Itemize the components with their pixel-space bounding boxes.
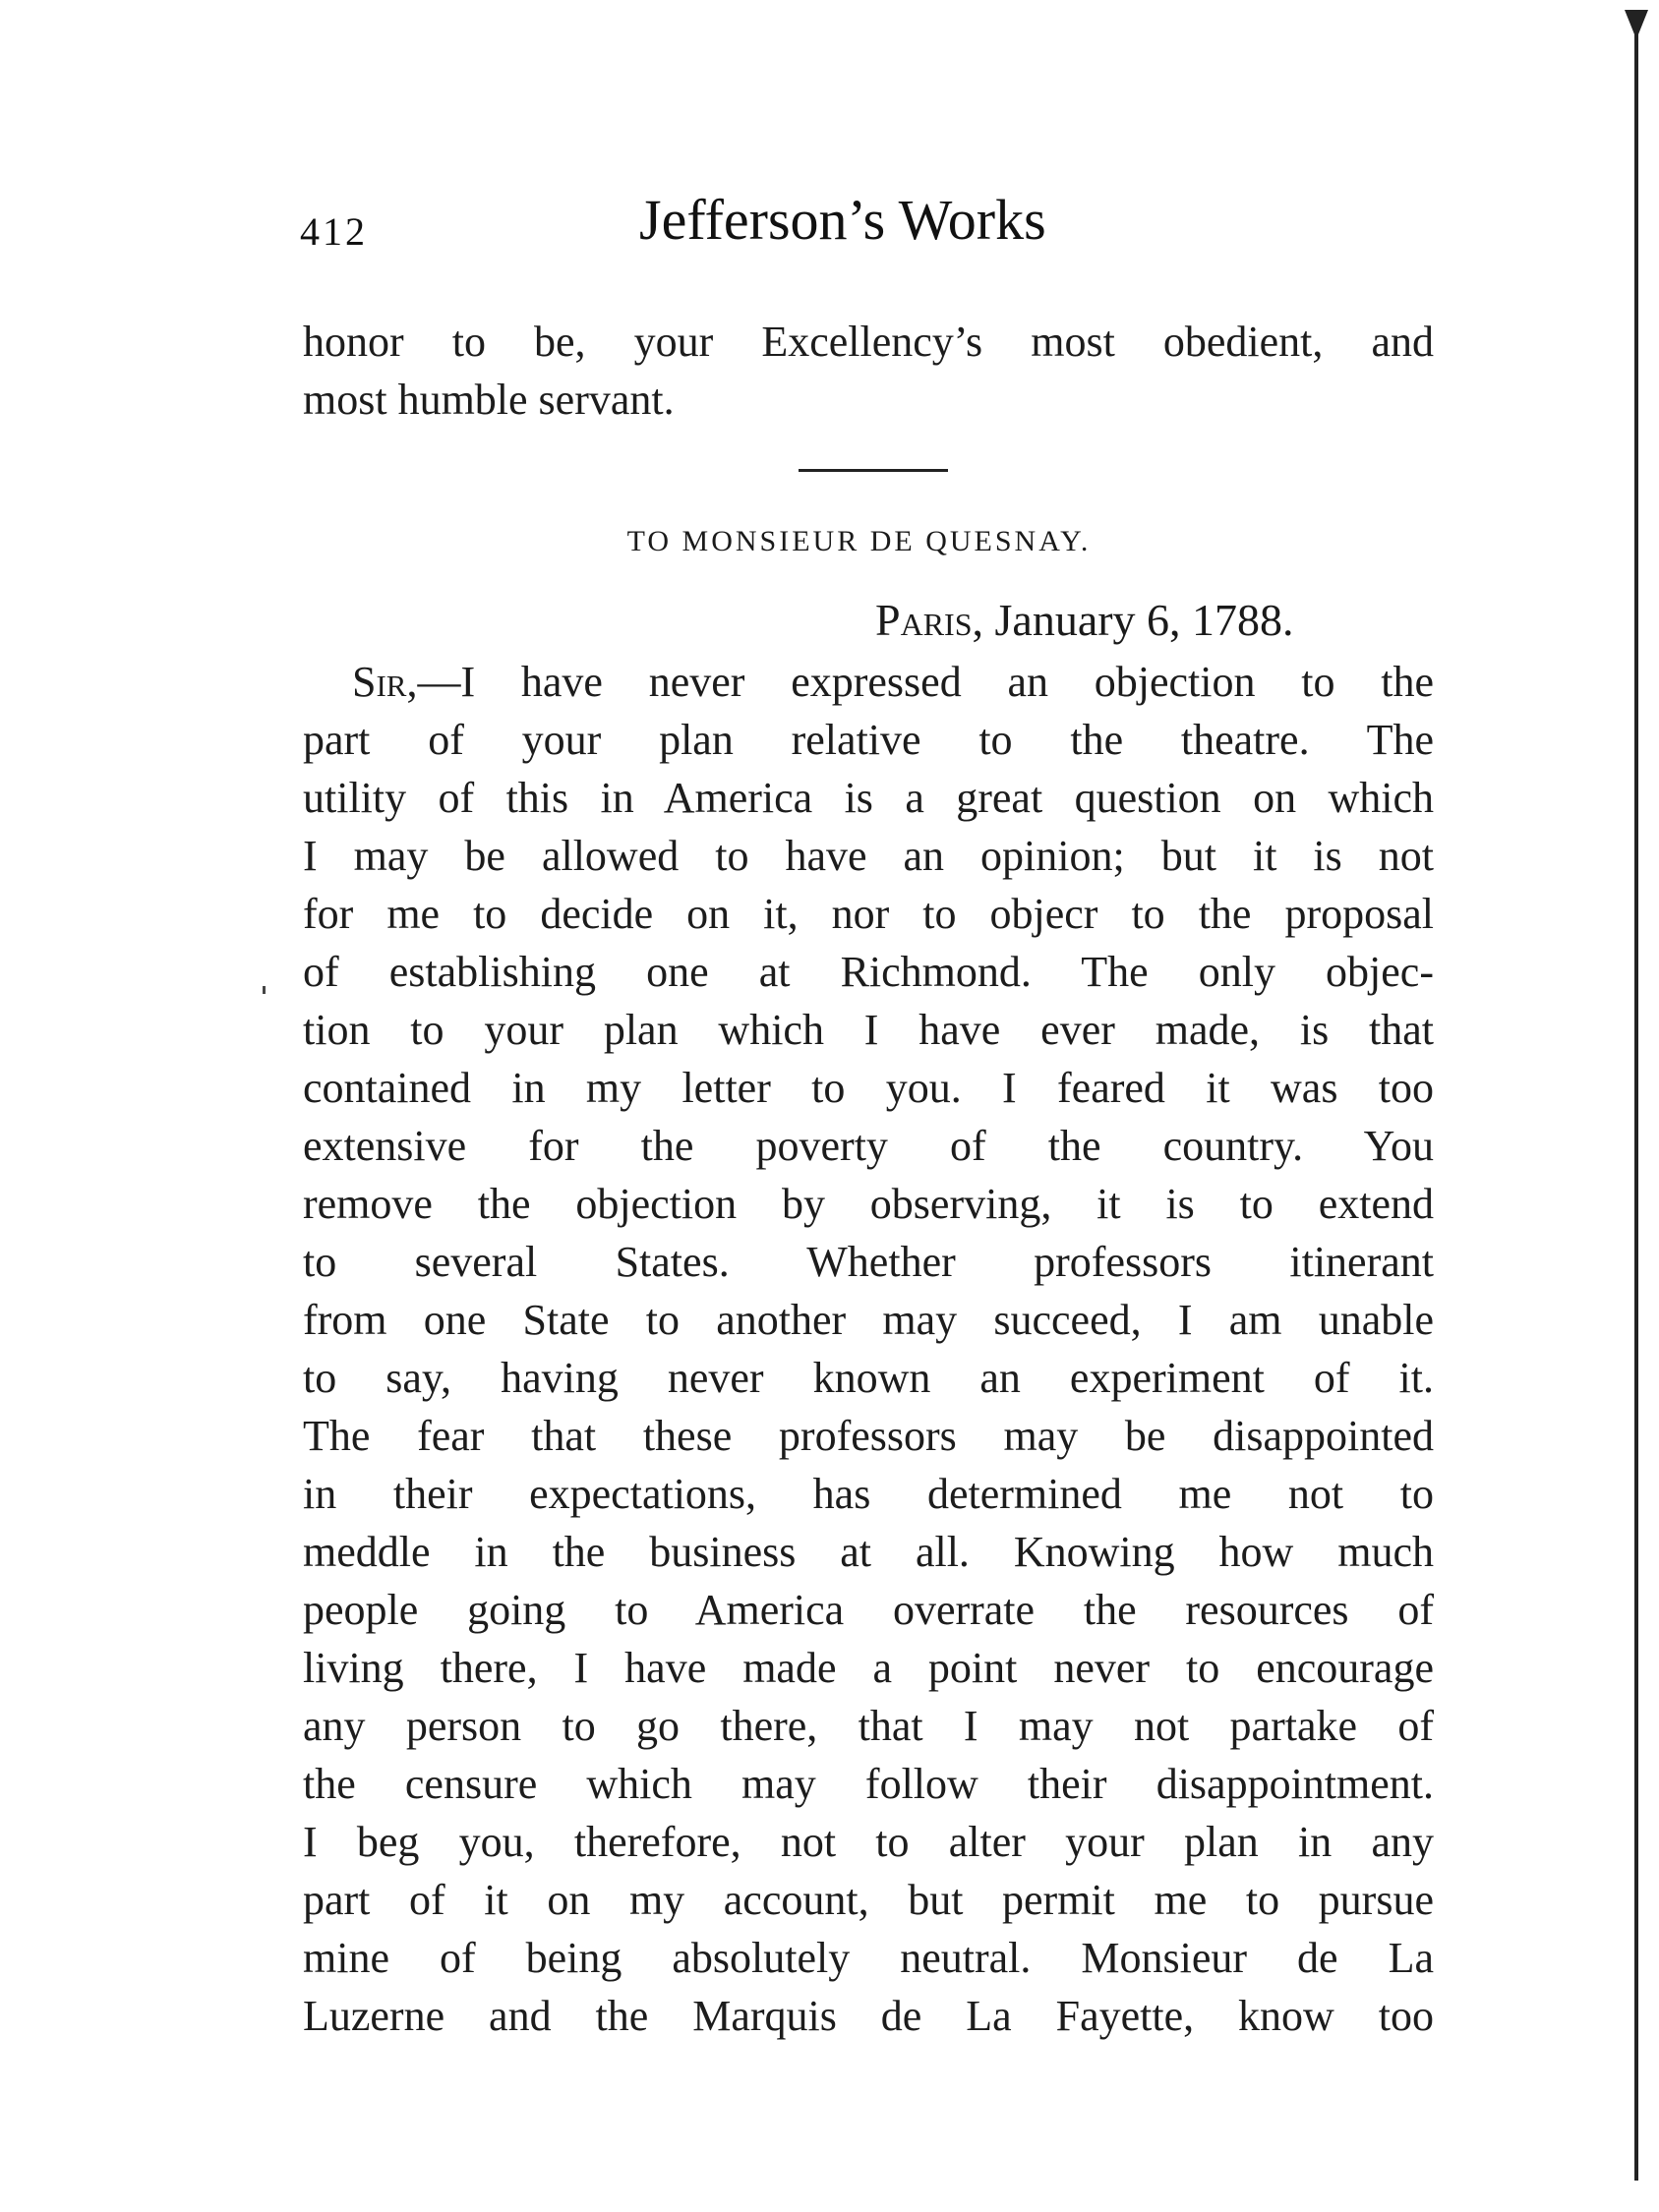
text-line-content: —I have never expressed an objection to the xyxy=(417,658,1434,706)
dateline-place: Paris, xyxy=(875,595,983,645)
text-line: extensive for the poverty of the country. You xyxy=(303,1122,1434,1170)
text-line: for me to decide on it, nor to objecr to the proposal xyxy=(303,890,1434,938)
binding-edge-line xyxy=(1634,28,1638,2181)
running-title: Jefferson’s Works xyxy=(639,188,1046,252)
text-line: Luzerne and the Marquis de La Fayette, know too xyxy=(303,1992,1434,2040)
text-line: any person to go there, that I may not partake of xyxy=(303,1702,1434,1750)
text-line: mine of being absolutely neutral. Monsieur de La xyxy=(303,1934,1434,1982)
text-line: the censure which may follow their disappointment. xyxy=(303,1760,1434,1808)
salutation: Sir, xyxy=(352,658,418,706)
text-line: of establishing one at Richmond. The only objec- xyxy=(303,948,1434,996)
text-line: most humble servant. xyxy=(303,376,675,424)
page-number: 412 xyxy=(300,209,368,254)
text-line xyxy=(303,653,1434,711)
text-line: part of your plan relative to the theatre. The xyxy=(303,716,1434,764)
letter-dateline xyxy=(875,594,1294,646)
margin-mark xyxy=(263,986,266,994)
text-line: tion to your plan which I have ever made, is that xyxy=(303,1006,1434,1054)
text-line: honor to be, your Excellency’s most obedient, and xyxy=(303,318,1434,366)
text-line: I may be allowed to have an opinion; but it is not xyxy=(303,832,1434,880)
text-line: The fear that these professors may be disappointed xyxy=(303,1412,1434,1460)
text-line: remove the objection by observing, it is to extend xyxy=(303,1180,1434,1228)
section-divider xyxy=(799,469,948,472)
text-line: to say, having never known an experiment of it. xyxy=(303,1354,1434,1402)
letter-heading: TO MONSIEUR DE QUESNAY. xyxy=(626,525,1092,557)
page-header xyxy=(0,187,1659,265)
dateline-date: January 6, 1788. xyxy=(994,595,1294,645)
text-line: people going to America overrate the resources of xyxy=(303,1586,1434,1634)
text-line: in their expectations, has determined me not to xyxy=(303,1470,1434,1518)
text-line: contained in my letter to you. I feared it was too xyxy=(303,1064,1434,1112)
opening-paragraph xyxy=(303,313,1434,429)
text-line: utility of this in America is a great question on which xyxy=(303,774,1434,822)
text-line: to several States. Whether professors itinerant xyxy=(303,1238,1434,1286)
letter-body xyxy=(303,653,1434,2045)
text-line: I beg you, therefore, not to alter your plan in any xyxy=(303,1818,1434,1866)
text-line: living there, I have made a point never to encourage xyxy=(303,1644,1434,1692)
text-line: meddle in the business at all. Knowing how much xyxy=(303,1528,1434,1576)
text-line: from one State to another may succeed, I am unable xyxy=(303,1296,1434,1344)
text-line: part of it on my account, but permit me to pursue xyxy=(303,1876,1434,1924)
